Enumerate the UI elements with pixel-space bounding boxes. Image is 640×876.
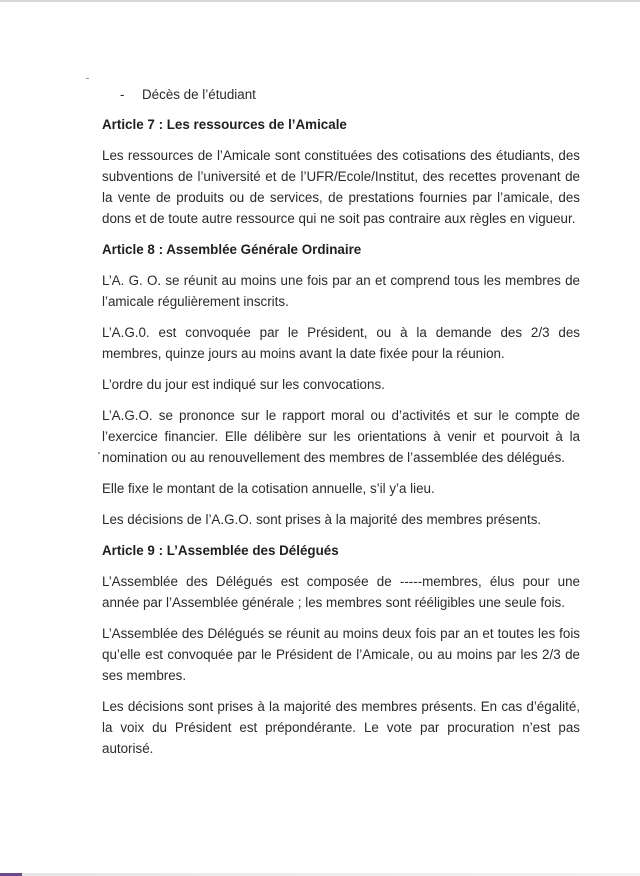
article-7-section (102, 114, 580, 229)
list-item-text: Décès de l’étudiant (142, 87, 256, 102)
article-8-paragraph: L’A.G.O. se prononce sur le rapport moral ou d’activités et sur le compte de l’exercice financier. Elle délibère sur les orientations à venir et pourvoit à la nomination ou au renouvellement des membres de l’assemblée des délégués. (102, 408, 580, 465)
article-8-paragraph: L’ordre du jour est indiqué sur les convocations. (102, 377, 385, 392)
article-9-heading: Article 9 : L’Assemblée des Délégués (102, 543, 339, 558)
scan-edge-top (0, 0, 640, 2)
article-8-paragraph: L’A.G.0. est convoquée par le Président, ou à la demande des 2/3 des membres, quinze jours au moins avant la date fixée pour la réunion. (102, 325, 580, 361)
list-dash: - (120, 87, 125, 102)
article-7-heading: Article 7 : Les ressources de l’Amicale (102, 117, 347, 132)
document-page (102, 84, 580, 769)
scan-speck (86, 78, 89, 79)
article-8-paragraph: Les décisions de l’A.G.O. sont prises à la majorité des membres présents. (102, 512, 542, 527)
article-9-section (102, 540, 580, 759)
article-8-heading: Article 8 : Assemblée Générale Ordinaire (102, 242, 362, 257)
article-8-paragraph: L’A. G. O. se réunit au moins une fois par an et comprend tous les membres de l’amicale régulièrement inscrits. (102, 273, 580, 309)
article-8-section (102, 239, 580, 530)
article-9-paragraph: Les décisions sont prises à la majorité des membres présents. En cas d’égalité, la voix du Président est prépondérante. Le vote par procuration n’est pas autorisé. (102, 699, 580, 756)
list-item (120, 84, 580, 105)
article-7-paragraph: Les ressources de l’Amicale sont constituées des cotisations des étudiants, des subventions de l’université et de l’UFR/Ecole/Institut, des recettes provenant de la vente de produits ou de services, de prestations fournies par l’amicale, des dons et de toute autre ressource qui ne soit pas contraire aux règles en vigueur. (102, 148, 580, 226)
article-9-paragraph: L’Assemblée des Délégués se réunit au moins deux fois par an et toutes les fois qu’elle est convoquée par le Président de l’Amicale, ou au moins par les 2/3 de ses membres. (102, 626, 580, 683)
article-9-paragraph: L’Assemblée des Délégués est composée de -----membres, élus pour une année par l’Assemblée générale ; les membres sont rééligibles une seule fois. (102, 574, 580, 610)
scan-speck (98, 452, 100, 454)
article-8-paragraph: Elle fixe le montant de la cotisation annuelle, s’il y’a lieu. (102, 481, 435, 496)
